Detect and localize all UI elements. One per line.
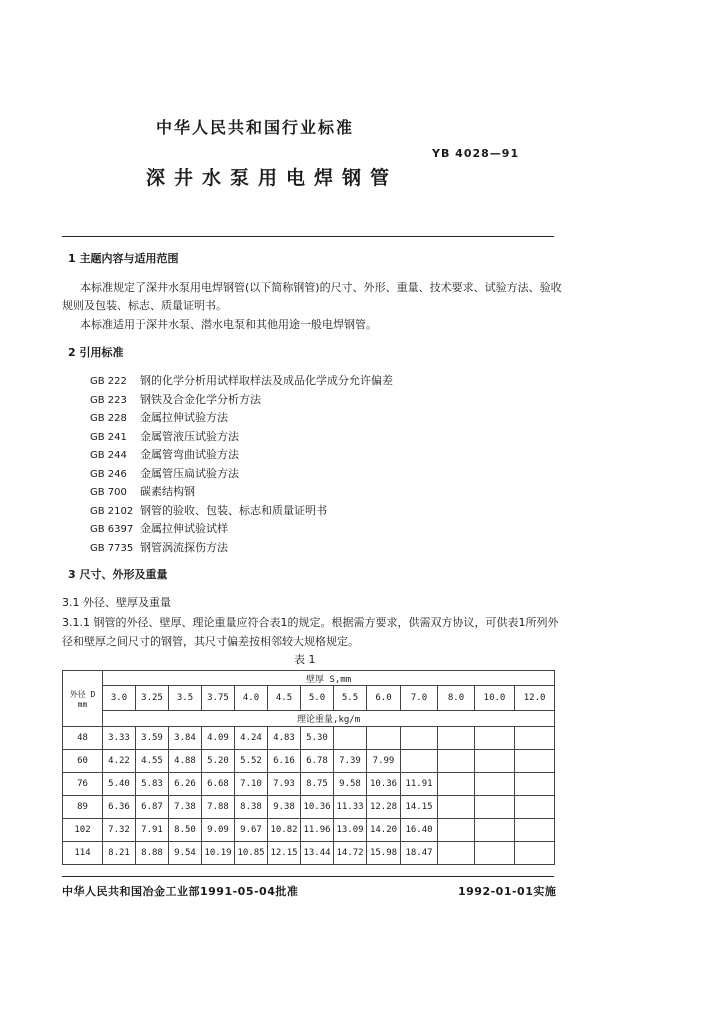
reference-title: 金属管压扁试验方法 bbox=[140, 466, 239, 480]
thickness-cell: 12.0 bbox=[515, 686, 555, 711]
table-caption: 表 1 bbox=[294, 653, 316, 666]
thickness-cell: 4.0 bbox=[235, 686, 268, 711]
table-row bbox=[63, 842, 555, 865]
weight-cell: 9.54 bbox=[169, 842, 202, 865]
thickness-cell: 3.25 bbox=[136, 686, 169, 711]
reference-code: GB 6397 bbox=[90, 524, 134, 535]
reference-title: 钢的化学分析用试样取样法及成品化学成分允许偏差 bbox=[140, 374, 393, 387]
section-1-heading: 1 主题内容与适用范围 bbox=[68, 252, 179, 265]
weight-cell bbox=[475, 750, 515, 773]
weight-cell: 12.15 bbox=[268, 842, 301, 865]
theoretical-weight-header: 理论重量,kg/m bbox=[103, 711, 555, 727]
section-2-heading: 2 引用标准 bbox=[68, 346, 124, 359]
weight-cell bbox=[334, 727, 367, 750]
outer-diameter-cell: 102 bbox=[63, 819, 103, 842]
clause-3-1-1-line-2: 径和壁厚之间尺寸的钢管，其尺寸偏差按相邻较大规格规定。 bbox=[62, 635, 359, 648]
weight-cell: 8.88 bbox=[136, 842, 169, 865]
weight-cell: 11.96 bbox=[301, 819, 334, 842]
weight-cell bbox=[367, 727, 401, 750]
weight-cell bbox=[475, 773, 515, 796]
effective-date: 1992-01-01实施 bbox=[458, 885, 557, 898]
reference-title: 金属管液压试验方法 bbox=[140, 429, 239, 443]
table-row bbox=[63, 750, 555, 773]
table-row bbox=[63, 796, 555, 819]
reference-code: GB 222 bbox=[90, 376, 127, 387]
weight-cell: 4.24 bbox=[235, 727, 268, 750]
weight-cell bbox=[515, 796, 555, 819]
reference-title: 钢管涡流探伤方法 bbox=[140, 540, 228, 554]
section-1-paragraph-2: 本标准适用于深井水泵、潜水电泵和其他用途一般电焊钢管。 bbox=[80, 318, 377, 331]
table-corner-cell bbox=[63, 671, 103, 727]
weight-cell: 5.20 bbox=[202, 750, 235, 773]
weight-cell: 8.38 bbox=[235, 796, 268, 819]
document-title: 深井水泵用电焊钢管 bbox=[146, 167, 399, 189]
reference-code: GB 228 bbox=[90, 413, 127, 424]
reference-code: GB 223 bbox=[90, 394, 127, 406]
weight-cell: 3.33 bbox=[103, 727, 136, 750]
weight-cell: 5.30 bbox=[301, 727, 334, 750]
weight-cell: 7.99 bbox=[367, 750, 401, 773]
thickness-cell: 5.0 bbox=[301, 686, 334, 711]
thickness-cell: 6.0 bbox=[367, 686, 401, 711]
weight-cell: 18.47 bbox=[401, 842, 438, 865]
weight-cell: 13.09 bbox=[334, 819, 367, 842]
table-row bbox=[63, 773, 555, 796]
section-1-paragraph-1-line-1: 本标准规定了深井水泵用电焊钢管(以下简称钢管)的尺寸、外形、重量、技术要求、试验方法、验收 bbox=[80, 281, 562, 294]
steel-pipe-spec-table bbox=[62, 670, 555, 865]
weight-cell: 7.32 bbox=[103, 819, 136, 842]
weight-cell: 3.59 bbox=[136, 727, 169, 750]
reference-title: 碳素结构钢 bbox=[140, 485, 195, 498]
reference-item bbox=[90, 428, 239, 444]
weight-cell bbox=[475, 727, 515, 750]
weight-cell: 6.78 bbox=[301, 750, 334, 773]
outer-diameter-cell: 76 bbox=[63, 773, 103, 796]
weight-cell bbox=[515, 842, 555, 865]
reference-item bbox=[90, 372, 393, 388]
section-3-1-heading: 3.1 外径、壁厚及重量 bbox=[62, 596, 171, 609]
footer-divider bbox=[62, 876, 554, 877]
weight-cell: 13.44 bbox=[301, 842, 334, 865]
weight-cell: 7.39 bbox=[334, 750, 367, 773]
org-title: 中华人民共和国行业标准 bbox=[156, 118, 355, 137]
outer-diameter-cell: 48 bbox=[63, 727, 103, 750]
outer-diameter-label: 外径 D bbox=[69, 689, 96, 699]
reference-code: GB 241 bbox=[90, 431, 127, 443]
reference-code: GB 246 bbox=[90, 468, 127, 480]
weight-cell: 4.83 bbox=[268, 727, 301, 750]
weight-cell: 9.38 bbox=[268, 796, 301, 819]
weight-cell: 9.67 bbox=[235, 819, 268, 842]
reference-title: 钢铁及合金化学分析方法 bbox=[140, 392, 261, 406]
thickness-cell: 3.0 bbox=[103, 686, 136, 711]
weight-cell: 14.72 bbox=[334, 842, 367, 865]
weight-cell: 9.58 bbox=[334, 773, 367, 796]
weight-cell: 5.52 bbox=[235, 750, 268, 773]
approval-line: 中华人民共和国冶金工业部1991-05-04批准 bbox=[62, 885, 299, 898]
weight-cell: 4.88 bbox=[169, 750, 202, 773]
weight-cell bbox=[515, 727, 555, 750]
outer-diameter-cell: 89 bbox=[63, 796, 103, 819]
reference-item bbox=[90, 409, 228, 425]
weight-cell: 10.82 bbox=[268, 819, 301, 842]
outer-diameter-cell: 60 bbox=[63, 750, 103, 773]
weight-cell: 3.84 bbox=[169, 727, 202, 750]
weight-cell: 11.91 bbox=[401, 773, 438, 796]
thickness-cell: 4.5 bbox=[268, 686, 301, 711]
table-row bbox=[63, 727, 555, 750]
weight-cell bbox=[438, 796, 475, 819]
weight-cell bbox=[438, 819, 475, 842]
weight-cell: 6.68 bbox=[202, 773, 235, 796]
table-row bbox=[63, 819, 555, 842]
weight-cell: 8.75 bbox=[301, 773, 334, 796]
thickness-cell: 3.75 bbox=[202, 686, 235, 711]
weight-cell bbox=[438, 773, 475, 796]
weight-cell: 10.36 bbox=[301, 796, 334, 819]
weight-cell: 8.50 bbox=[169, 819, 202, 842]
weight-cell bbox=[515, 773, 555, 796]
thickness-cell: 5.5 bbox=[334, 686, 367, 711]
weight-cell bbox=[475, 842, 515, 865]
weight-cell: 10.36 bbox=[367, 773, 401, 796]
reference-title: 金属拉伸试验试样 bbox=[140, 522, 228, 535]
weight-cell bbox=[515, 750, 555, 773]
weight-cell: 6.16 bbox=[268, 750, 301, 773]
reference-item bbox=[90, 539, 228, 555]
weight-cell: 9.09 bbox=[202, 819, 235, 842]
weight-cell: 7.93 bbox=[268, 773, 301, 796]
outer-diameter-unit: mm bbox=[77, 699, 88, 709]
wall-thickness-header: 壁厚 S,mm bbox=[103, 671, 555, 686]
reference-code: GB 244 bbox=[90, 450, 127, 461]
reference-title: 金属管弯曲试验方法 bbox=[140, 448, 239, 461]
weight-cell bbox=[438, 750, 475, 773]
outer-diameter-cell: 114 bbox=[63, 842, 103, 865]
reference-code: GB 7735 bbox=[90, 542, 134, 554]
reference-item bbox=[90, 502, 327, 518]
weight-cell: 5.83 bbox=[136, 773, 169, 796]
weight-cell bbox=[438, 842, 475, 865]
section-3-heading: 3 尺寸、外形及重量 bbox=[68, 568, 168, 581]
weight-cell: 11.33 bbox=[334, 796, 367, 819]
reference-title: 钢管的验收、包装、标志和质量证明书 bbox=[140, 503, 327, 517]
weight-cell: 7.91 bbox=[136, 819, 169, 842]
weight-cell bbox=[401, 727, 438, 750]
weight-cell: 7.88 bbox=[202, 796, 235, 819]
reference-item bbox=[90, 520, 228, 536]
weight-cell: 4.09 bbox=[202, 727, 235, 750]
weight-cell: 6.26 bbox=[169, 773, 202, 796]
thickness-cell: 7.0 bbox=[401, 686, 438, 711]
section-1-paragraph-1-line-2: 规则及包装、标志、质量证明书。 bbox=[62, 299, 227, 312]
thickness-cell: 10.0 bbox=[475, 686, 515, 711]
weight-cell bbox=[515, 819, 555, 842]
weight-cell bbox=[438, 727, 475, 750]
weight-cell: 16.40 bbox=[401, 819, 438, 842]
weight-cell: 7.38 bbox=[169, 796, 202, 819]
reference-item bbox=[90, 465, 239, 481]
weight-cell: 5.40 bbox=[103, 773, 136, 796]
standard-code: YB 4028—91 bbox=[432, 147, 520, 160]
weight-cell: 8.21 bbox=[103, 842, 136, 865]
weight-cell: 4.55 bbox=[136, 750, 169, 773]
weight-cell: 10.19 bbox=[202, 842, 235, 865]
weight-cell: 10.85 bbox=[235, 842, 268, 865]
weight-cell: 6.87 bbox=[136, 796, 169, 819]
weight-cell bbox=[475, 796, 515, 819]
weight-cell: 4.22 bbox=[103, 750, 136, 773]
weight-cell bbox=[475, 819, 515, 842]
weight-cell: 12.28 bbox=[367, 796, 401, 819]
reference-code: GB 2102 bbox=[90, 505, 134, 517]
reference-item bbox=[90, 446, 239, 462]
thickness-cell: 3.5 bbox=[169, 686, 202, 711]
weight-cell bbox=[401, 750, 438, 773]
header-divider bbox=[62, 236, 554, 237]
weight-cell: 7.10 bbox=[235, 773, 268, 796]
thickness-cell: 8.0 bbox=[438, 686, 475, 711]
reference-code: GB 700 bbox=[90, 487, 127, 498]
weight-cell: 15.98 bbox=[367, 842, 401, 865]
weight-cell: 14.20 bbox=[367, 819, 401, 842]
reference-title: 金属拉伸试验方法 bbox=[140, 411, 228, 424]
clause-3-1-1-line-1: 3.1.1 钢管的外径、壁厚、理论重量应符合表1的规定。根据需方要求，供需双方协议，可供表1所列外 bbox=[62, 616, 559, 629]
weight-cell: 6.36 bbox=[103, 796, 136, 819]
weight-cell: 14.15 bbox=[401, 796, 438, 819]
reference-item bbox=[90, 391, 261, 407]
reference-item bbox=[90, 483, 195, 499]
